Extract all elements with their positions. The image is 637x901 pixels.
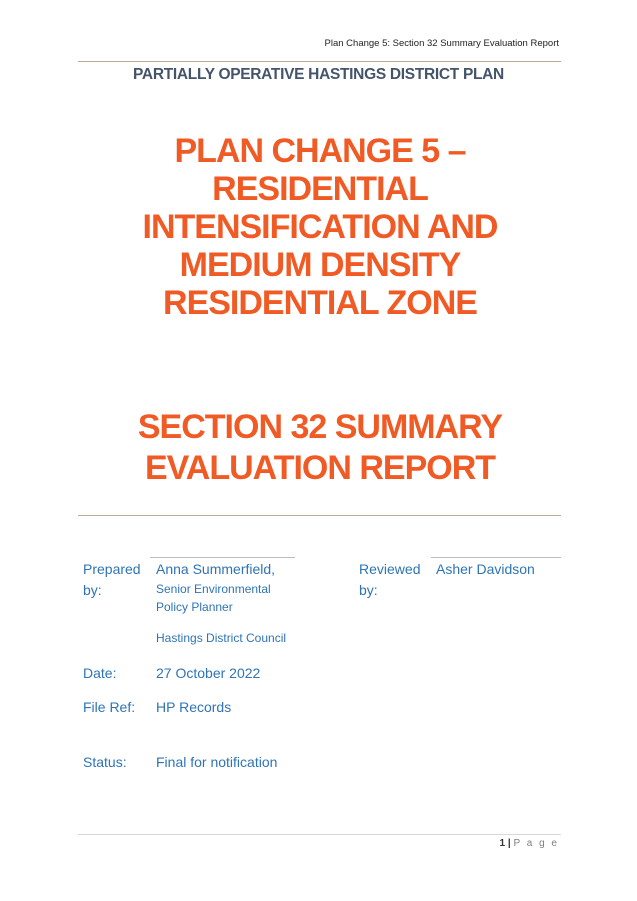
document-supertitle: PARTIALLY OPERATIVE HASTINGS DISTRICT PLAN <box>133 66 504 83</box>
preparer-role-line: Senior Environmental <box>156 582 271 596</box>
reviewed-label-line: Reviewed <box>359 561 421 577</box>
title-line: RESIDENTIAL <box>212 170 428 208</box>
title-line: INTENSIFICATION AND <box>142 208 498 246</box>
preparer-role <box>156 580 271 616</box>
page-footer <box>500 838 559 849</box>
status-label: Status: <box>83 754 127 770</box>
header-rule <box>78 61 561 62</box>
page-number: 1 <box>499 838 506 849</box>
page-word: P a g e <box>513 838 559 849</box>
title-line: MEDIUM DENSITY <box>179 246 461 284</box>
subtitle-line: EVALUATION REPORT <box>144 449 496 487</box>
reviewer-signature-line <box>431 557 561 558</box>
reviewed-label-line: by: <box>359 582 378 598</box>
reviewed-label <box>359 559 420 601</box>
preparer-organisation: Hastings District Council <box>156 631 287 645</box>
preparer-name: Anna Summerfield, <box>156 561 276 577</box>
title-line: PLAN CHANGE 5 – <box>174 132 466 170</box>
prepared-label-line: Prepared <box>83 561 141 577</box>
footer-rule <box>78 834 561 835</box>
reviewer-name: Asher Davidson <box>436 561 535 577</box>
file-ref-value: HP Records <box>156 699 232 715</box>
file-ref-label: File Ref: <box>83 699 136 715</box>
preparer-role-line: Policy Planner <box>156 600 233 614</box>
running-header: Plan Change 5: Section 32 Summary Evaluation Report <box>324 38 559 49</box>
preparer-signature-line <box>150 557 295 558</box>
prepared-label-line: by: <box>83 582 102 598</box>
subtitle-line: SECTION 32 SUMMARY <box>137 408 503 446</box>
section-rule <box>78 515 561 516</box>
footer-separator: | <box>507 838 511 849</box>
date-value: 27 October 2022 <box>156 665 261 681</box>
prepared-label <box>83 559 141 601</box>
title-line: RESIDENTIAL ZONE <box>163 284 477 322</box>
date-label: Date: <box>83 665 117 681</box>
status-value: Final for notification <box>156 754 278 770</box>
